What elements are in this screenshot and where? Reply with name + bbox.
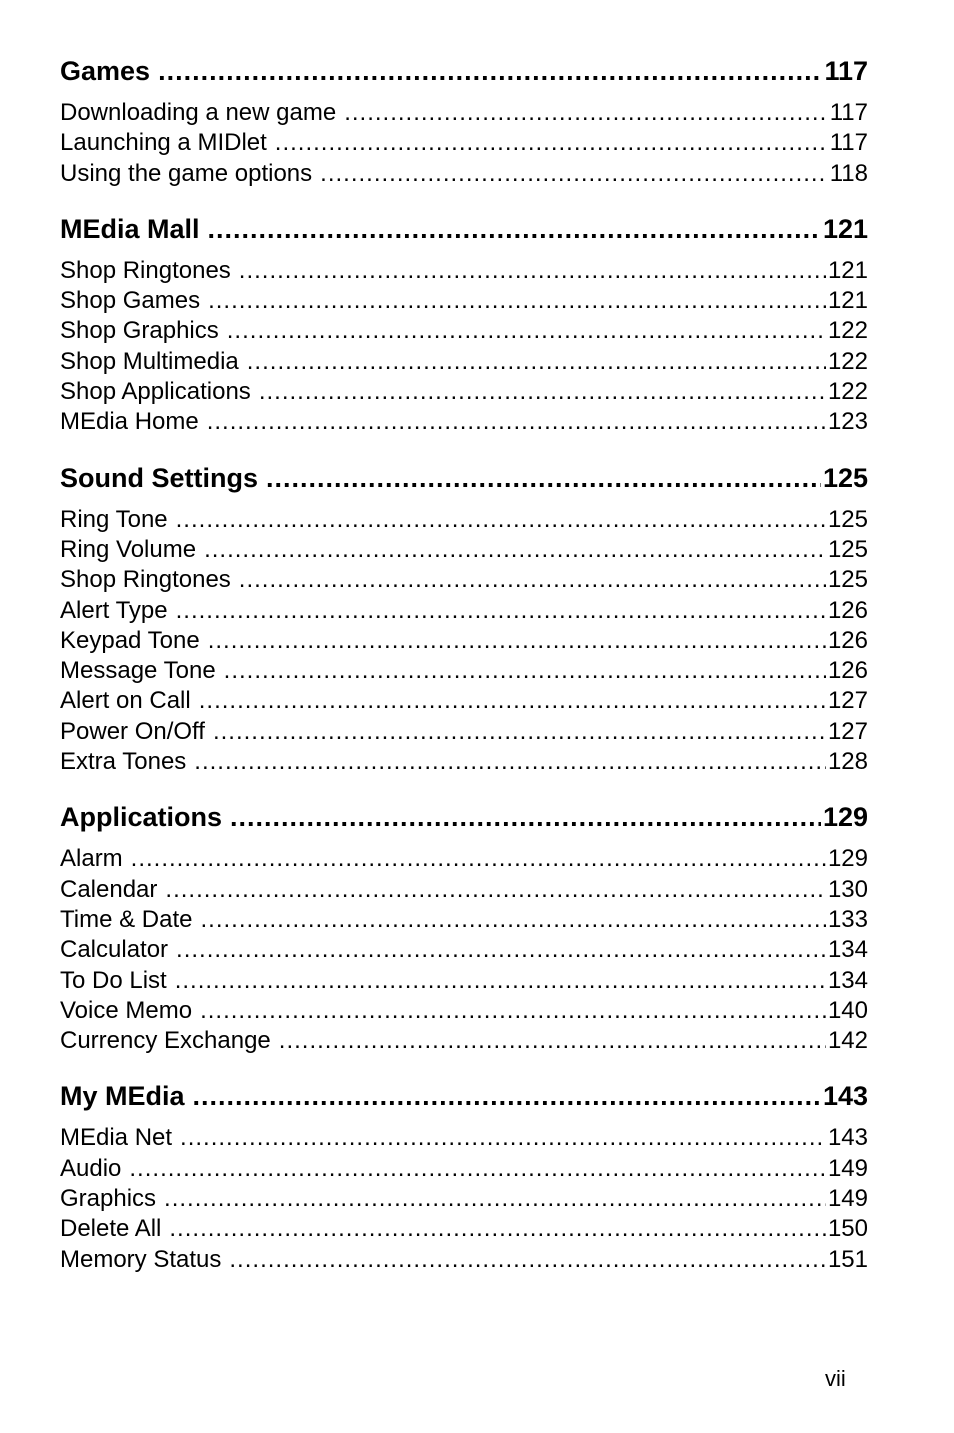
entry-page-number: 140 (827, 996, 868, 1024)
toc-section-heading[interactable] (60, 1078, 868, 1115)
entry-page-number: 143 (827, 1124, 868, 1152)
section-page-number: 143 (822, 1081, 868, 1112)
toc-entry[interactable] (60, 1026, 868, 1056)
dot-leader (176, 596, 826, 626)
toc-section (60, 53, 868, 189)
toc-entry[interactable] (60, 656, 868, 686)
dot-leader (239, 256, 826, 286)
dot-leader (194, 747, 826, 777)
entry-page-number: 149 (827, 1154, 868, 1182)
toc-entry[interactable] (60, 256, 868, 286)
toc-entry[interactable] (60, 1184, 868, 1214)
toc-entry[interactable] (60, 347, 868, 377)
section-title: Applications (60, 802, 223, 833)
dot-leader (164, 1184, 826, 1214)
dot-leader (131, 844, 826, 874)
entry-label: Shop Ringtones (60, 256, 231, 284)
dot-leader (279, 1026, 826, 1056)
table-of-contents (60, 53, 868, 1297)
toc-entry[interactable] (60, 377, 868, 407)
dot-leader (176, 505, 826, 535)
entry-label: Currency Exchange (60, 1027, 271, 1055)
dot-leader (224, 656, 826, 686)
entry-page-number: 125 (827, 535, 868, 563)
dot-leader (344, 98, 828, 128)
section-page-number: 129 (822, 802, 868, 833)
entry-label: Shop Applications (60, 378, 251, 406)
toc-entry[interactable] (60, 98, 868, 128)
toc-section (60, 799, 868, 1056)
entry-label: Launching a MIDlet (60, 129, 267, 157)
toc-section-heading[interactable] (60, 53, 868, 90)
entry-label: Audio (60, 1154, 122, 1182)
entry-label: Extra Tones (60, 748, 187, 776)
entry-label: Ring Volume (60, 535, 197, 563)
toc-entry[interactable] (60, 966, 868, 996)
dot-leader (266, 460, 821, 497)
entry-label: Graphics (60, 1185, 157, 1213)
dot-leader (230, 799, 821, 836)
dot-leader (208, 626, 826, 656)
toc-entry[interactable] (60, 535, 868, 565)
dot-leader (239, 565, 826, 595)
entry-page-number: 126 (827, 596, 868, 624)
toc-entry[interactable] (60, 286, 868, 316)
toc-section-heading[interactable] (60, 799, 868, 836)
dot-leader (208, 211, 821, 248)
entry-page-number: 151 (827, 1245, 868, 1273)
toc-entry[interactable] (60, 1154, 868, 1184)
toc-entry[interactable] (60, 875, 868, 905)
entry-page-number: 123 (827, 408, 868, 436)
toc-section (60, 211, 868, 438)
toc-entry[interactable] (60, 686, 868, 716)
entry-label: Shop Multimedia (60, 347, 239, 375)
entry-page-number: 127 (827, 717, 868, 745)
entry-label: Voice Memo (60, 996, 193, 1024)
section-page-number: 117 (824, 56, 868, 86)
toc-entry[interactable] (60, 159, 868, 189)
entry-label: Shop Graphics (60, 317, 219, 345)
toc-entry[interactable] (60, 128, 868, 158)
dot-leader (247, 347, 826, 377)
entry-page-number: 117 (829, 99, 868, 126)
entry-page-number: 142 (827, 1027, 868, 1055)
toc-entry[interactable] (60, 1123, 868, 1153)
toc-entry[interactable] (60, 935, 868, 965)
entry-label: Memory Status (60, 1245, 222, 1273)
dot-leader (227, 316, 826, 346)
dot-leader (165, 875, 826, 905)
dot-leader (199, 686, 826, 716)
entry-label: Message Tone (60, 657, 216, 685)
dot-leader (204, 535, 826, 565)
toc-entry[interactable] (60, 996, 868, 1026)
dot-leader (213, 717, 826, 747)
dot-leader (229, 1245, 826, 1275)
entry-label: Alert Type (60, 596, 168, 624)
dot-leader (200, 905, 825, 935)
entry-page-number: 121 (827, 256, 868, 284)
entry-page-number: 134 (827, 966, 868, 994)
dot-leader (320, 159, 828, 189)
toc-entry[interactable] (60, 596, 868, 626)
entry-page-number: 130 (827, 875, 868, 903)
entry-label: Alarm (60, 845, 123, 873)
entry-label: Calendar (60, 875, 158, 903)
page-number-footer: vii (825, 1366, 846, 1391)
entry-page-number: 134 (827, 936, 868, 964)
toc-section-heading[interactable] (60, 460, 868, 497)
toc-entry[interactable] (60, 1245, 868, 1275)
entry-label: To Do List (60, 966, 167, 994)
dot-leader (158, 53, 822, 90)
entry-page-number: 117 (829, 129, 868, 157)
dot-leader (208, 286, 826, 316)
dot-leader (175, 966, 826, 996)
entry-page-number: 125 (827, 505, 868, 533)
entry-label: Calculator (60, 936, 169, 964)
toc-entry[interactable] (60, 407, 868, 437)
entry-label: Time & Date (60, 905, 193, 933)
toc-section (60, 460, 868, 778)
entry-page-number: 127 (827, 687, 868, 715)
toc-entry[interactable] (60, 844, 868, 874)
entry-label: Shop Games (60, 287, 201, 315)
entry-label: Alert on Call (60, 687, 191, 715)
dot-leader (176, 935, 826, 965)
dot-leader (275, 128, 828, 158)
entry-page-number: 150 (827, 1215, 868, 1243)
dot-leader (200, 996, 826, 1026)
entry-page-number: 121 (827, 287, 868, 315)
toc-entry[interactable] (60, 1214, 868, 1244)
section-title: My MEdia (60, 1081, 185, 1112)
entry-label: Delete All (60, 1215, 162, 1243)
toc-section-heading[interactable] (60, 211, 868, 248)
dot-leader (169, 1214, 826, 1244)
section-page-number: 121 (822, 213, 868, 244)
entry-label: Power On/Off (60, 717, 205, 745)
entry-label: MEdia Net (60, 1124, 173, 1152)
dot-leader (129, 1154, 826, 1184)
entry-page-number: 122 (827, 347, 868, 375)
entry-page-number: 126 (827, 626, 868, 654)
toc-entry[interactable] (60, 717, 868, 747)
entry-page-number: 125 (827, 566, 868, 594)
entry-page-number: 149 (827, 1185, 868, 1213)
section-title: Sound Settings (60, 462, 258, 493)
entry-label: Downloading a new game (60, 99, 337, 126)
toc-entry[interactable] (60, 626, 868, 656)
dot-leader (193, 1078, 821, 1115)
toc-entry[interactable] (60, 747, 868, 777)
entry-page-number: 128 (827, 748, 868, 776)
toc-entry[interactable] (60, 565, 868, 595)
dot-leader (180, 1123, 826, 1153)
dot-leader (259, 377, 826, 407)
entry-page-number: 126 (827, 657, 868, 685)
section-page-number: 125 (822, 462, 868, 493)
dot-leader (207, 407, 826, 437)
entry-page-number: 133 (827, 905, 868, 933)
section-title: MEdia Mall (60, 213, 200, 244)
entry-label: Using the game options (60, 159, 313, 187)
section-title: Games (60, 56, 151, 86)
toc-section (60, 1078, 868, 1274)
entry-label: Ring Tone (60, 505, 168, 533)
entry-page-number: 122 (827, 317, 868, 345)
entry-label: Shop Ringtones (60, 566, 231, 594)
toc-entry[interactable] (60, 316, 868, 346)
entry-label: MEdia Home (60, 408, 199, 436)
entry-page-number: 122 (827, 378, 868, 406)
toc-entry[interactable] (60, 905, 868, 935)
entry-page-number: 118 (829, 159, 868, 187)
entry-page-number: 129 (827, 845, 868, 873)
toc-entry[interactable] (60, 505, 868, 535)
entry-label: Keypad Tone (60, 626, 200, 654)
